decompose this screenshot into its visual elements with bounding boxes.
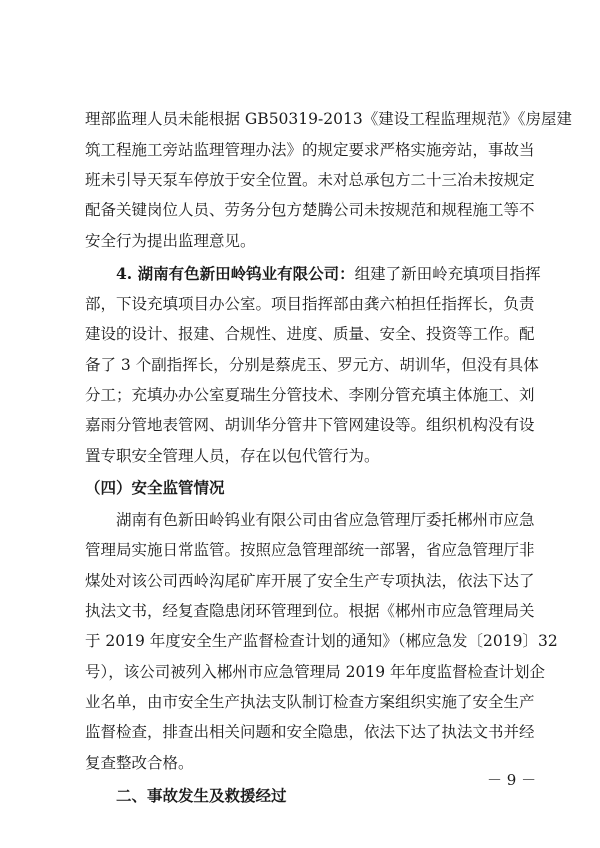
- chapter-heading: 二、事故发生及救援经过: [116, 786, 287, 805]
- paragraph-2-line-6: 嘉雨分管地表管网、胡训华分管井下管网建设等。组织机构没有设: [85, 416, 535, 434]
- paragraph-2-line-2: 部，下设充填项目办公室。项目指挥部由龚六柏担任指挥长，负责: [85, 295, 535, 313]
- paragraph-1-line-4: 配备关键岗位人员、劳务分包方楚腾公司未按规范和规程施工等不: [85, 201, 535, 219]
- paragraph-2-line-3: 建设的设计、报建、合规性、进度、质量、安全、投资等工作。配: [85, 325, 535, 343]
- paragraph-3-line-7: 业名单，由市安全生产执法支队制订检查方案组织实施了安全生产: [85, 693, 535, 711]
- paragraph-2-line-7: 置专职安全管理人员，存在以包代管行为。: [85, 447, 380, 465]
- paragraph-3-line-1: 湖南有色新田岭钨业有限公司由省应急管理厅委托郴州市应急: [116, 511, 535, 529]
- paragraph-1-line-2: 筑工程施工旁站监理管理办法》的规定要求严格实施旁站，事故当: [85, 141, 535, 159]
- paragraph-3-line-6: 号），该公司被列入郴州市应急管理局 2019 年年度监督检查计划企: [85, 663, 546, 681]
- paragraph-3-line-4: 执法文书，经复查隐患闭环管理到位。根据《郴州市应急管理局关: [85, 602, 535, 620]
- paragraph-2-line-1: [116, 264, 541, 284]
- section-heading: （四）安全监管情况: [85, 478, 225, 497]
- paragraph-1-line-1: 理部监理人员未能根据 GB50319-2013《建设工程监理规范》《房屋建: [85, 110, 572, 128]
- paragraph-3-line-9: 复查整改合格。: [85, 754, 194, 772]
- paragraph-3-line-3: 煤处对该公司西岭沟尾矿库开展了安全生产专项执法，依法下达了: [85, 572, 535, 590]
- paragraph-2-line-5: 分工；充填办办公室夏瑞生分管技术、李刚分管充填主体施工、刘: [85, 386, 535, 404]
- paragraph-3-line-5: 于 2019 年度安全生产监督检查计划的通知》（郴应急发〔2019〕32: [85, 632, 558, 650]
- paragraph-3-line-2: 管理局实施日常监管。按照应急管理部统一部署，省应急管理厅非: [85, 541, 535, 559]
- company-lead-label: 4. 湖南有色新田岭钨业有限公司：: [116, 264, 355, 283]
- page-number: － 9 －: [487, 771, 537, 789]
- paragraph-2-first-rest: 组建了新田岭充填项目指挥: [354, 265, 541, 283]
- paragraph-1-line-5: 安全行为提出监理意见。: [85, 232, 256, 250]
- paragraph-3-line-8: 监督检查，排查出相关问题和安全隐患，依法下达了执法文书并经: [85, 723, 535, 741]
- paragraph-2-line-4: 备了 3 个副指挥长，分别是蔡虎玉、罗元方、胡训华，但没有具体: [85, 356, 539, 374]
- paragraph-1-line-3: 班未引导天泵车停放于安全位置。未对总承包方二十三冶未按规定: [85, 171, 535, 189]
